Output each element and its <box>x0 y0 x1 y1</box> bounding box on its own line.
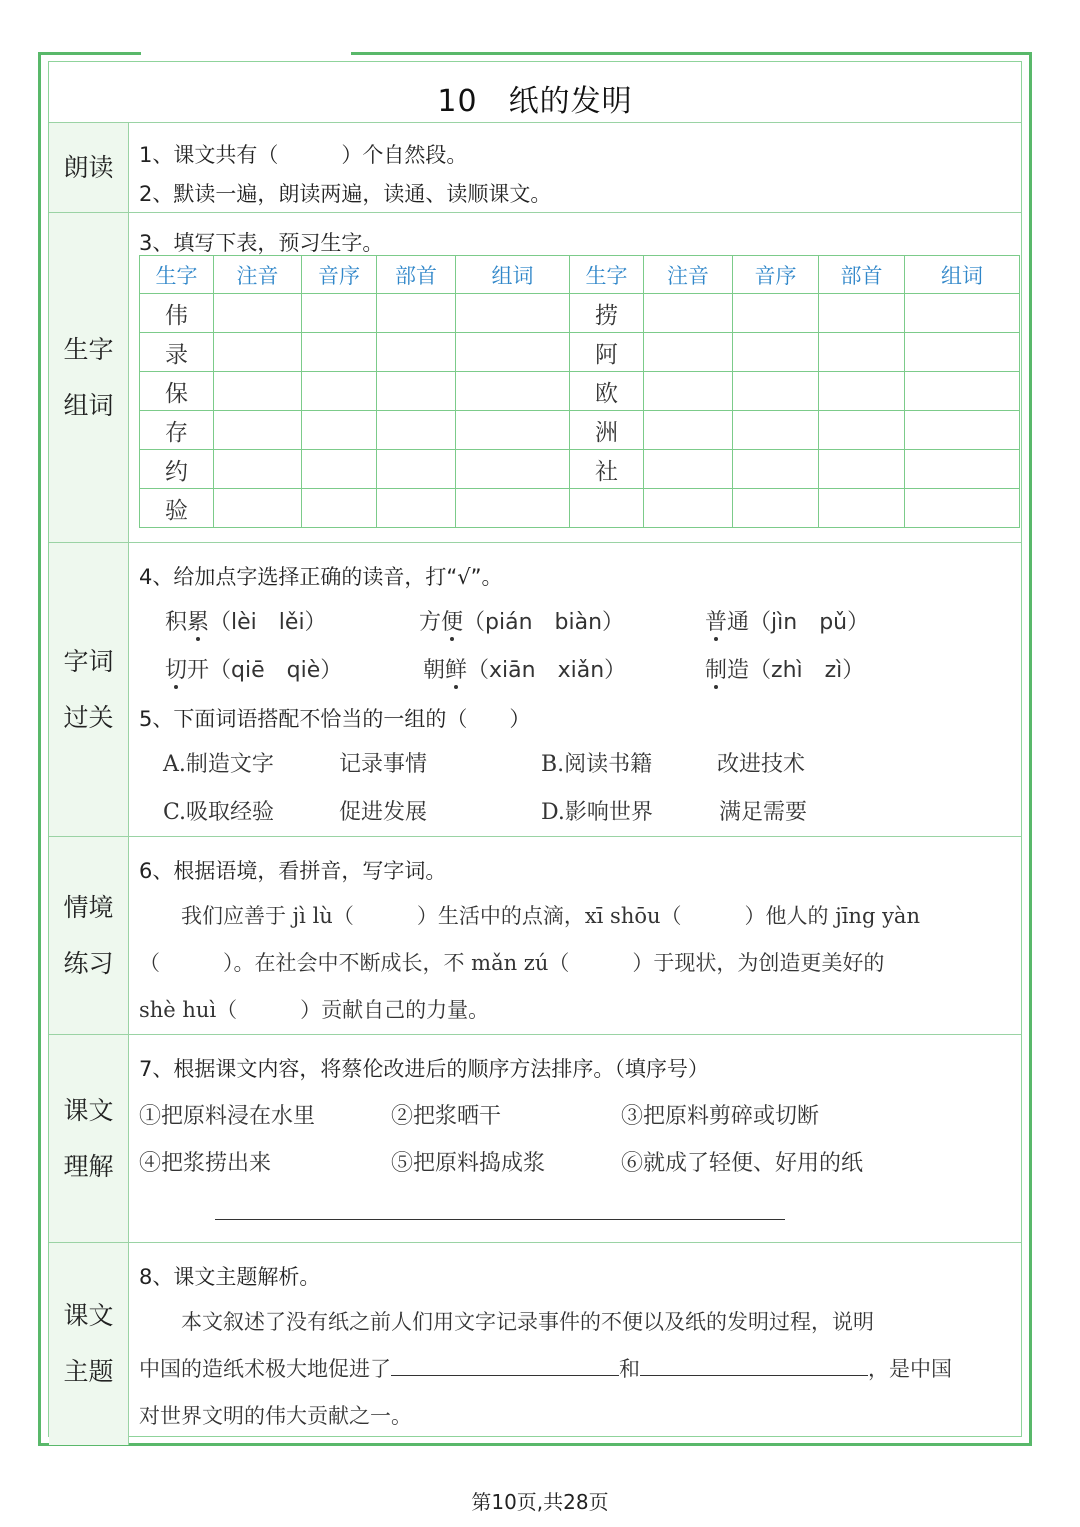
theme-text: 和 <box>619 1357 640 1381</box>
section-theme <box>49 1242 1021 1445</box>
char-cell: 录 <box>140 333 214 372</box>
section-label-theme <box>49 1243 129 1445</box>
char-cell: 伟 <box>140 294 214 333</box>
order-cell[interactable] <box>733 294 819 333</box>
question-5: 5、下面词语搭配不恰当的一组的（ ） <box>139 707 531 731</box>
option-a-pair: 记录事情 <box>339 752 428 777</box>
char-cell: 存 <box>140 411 214 450</box>
order-cell[interactable] <box>302 489 377 528</box>
pinyin-options[interactable]: （qiē qiè） <box>209 658 343 683</box>
radical-cell[interactable] <box>377 489 456 528</box>
header-cell: 音序 <box>733 256 819 294</box>
dotted-char: 制 <box>705 658 728 683</box>
order-cell[interactable] <box>302 450 377 489</box>
step-item: ④把浆捞出来 <box>139 1151 272 1176</box>
section-content-theme <box>139 1243 1015 1445</box>
pinyin-options[interactable]: （pián biàn） <box>463 610 625 635</box>
answer-blank-2[interactable] <box>640 1355 868 1376</box>
section-content-characters <box>139 213 1015 543</box>
question-3: 3、填写下表，预习生字。 <box>139 231 384 255</box>
order-cell[interactable] <box>302 333 377 372</box>
header-cell: 注音 <box>214 256 302 294</box>
header-cell: 组词 <box>905 256 1020 294</box>
order-cell[interactable] <box>733 489 819 528</box>
step-item: ⑤把原料捣成浆 <box>391 1151 546 1176</box>
label-line: 生字 <box>63 335 114 364</box>
char-cell: 捞 <box>570 294 644 333</box>
label-line: 课文 <box>63 1096 114 1125</box>
header-cell: 生字 <box>140 256 214 294</box>
step-item: ①把原料浸在水里 <box>139 1104 316 1129</box>
radical-cell[interactable] <box>819 489 905 528</box>
dotted-char: 便 <box>441 610 464 635</box>
char-cell: 洲 <box>570 411 644 450</box>
section-reading <box>49 122 1021 213</box>
label-line: 组词 <box>63 391 114 420</box>
section-content-words <box>139 543 1015 837</box>
pinyin-cell[interactable] <box>214 489 302 528</box>
pinyin-options[interactable]: （jìn pǔ） <box>749 610 870 635</box>
word-char: 开 <box>187 658 210 683</box>
page-footer: 第10页,共28页 <box>471 1490 609 1514</box>
theme-text: 中国的造纸术极大地促进了 <box>139 1357 391 1381</box>
word-char: 方 <box>419 610 442 635</box>
step-item: ③把原料剪碎或切断 <box>621 1104 820 1129</box>
radical-cell[interactable] <box>819 294 905 333</box>
word-cell[interactable] <box>456 294 570 333</box>
question-8: 8、课文主题解析。 <box>139 1265 321 1289</box>
word-cell[interactable] <box>905 372 1020 411</box>
pinyin-item <box>419 605 624 636</box>
section-label-characters <box>49 213 129 543</box>
label-line: 情境 <box>63 893 114 922</box>
pinyin-item <box>705 605 869 636</box>
table-row <box>140 333 1020 372</box>
section-label-context <box>49 837 129 1035</box>
header-cell: 音序 <box>302 256 377 294</box>
char-cell: 阿 <box>570 333 644 372</box>
char-cell: 验 <box>140 489 214 528</box>
theme-line-2 <box>139 1353 952 1383</box>
word-cell[interactable] <box>905 411 1020 450</box>
label-line: 朗读 <box>63 153 114 182</box>
option-a[interactable]: A.制造文字 <box>163 752 274 777</box>
radical-cell[interactable] <box>377 411 456 450</box>
question-7: 7、根据课文内容，将蔡伦改进后的顺序方法排序。（填序号） <box>139 1057 709 1081</box>
radical-cell[interactable] <box>377 372 456 411</box>
word-cell[interactable] <box>905 294 1020 333</box>
order-cell[interactable] <box>733 450 819 489</box>
frame-inner <box>48 61 1022 1437</box>
answer-blank-1[interactable] <box>391 1355 619 1376</box>
context-line-3: shè huì（ ）贡献自己的力量。 <box>139 998 490 1022</box>
pinyin-options[interactable]: （zhì zì） <box>749 658 865 683</box>
radical-cell[interactable] <box>819 333 905 372</box>
label-line: 练习 <box>63 949 114 978</box>
char-cell: 保 <box>140 372 214 411</box>
header-cell: 生字 <box>570 256 644 294</box>
word-char: 积 <box>165 610 188 635</box>
label-line: 主题 <box>63 1357 114 1386</box>
section-words <box>49 542 1021 837</box>
option-b[interactable]: B.阅读书籍 <box>541 752 653 777</box>
pinyin-cell[interactable] <box>644 294 733 333</box>
char-cell: 社 <box>570 450 644 489</box>
table-row <box>140 489 1020 528</box>
theme-text: ，是中国 <box>868 1357 952 1381</box>
theme-line-1: 本文叙述了没有纸之前人们用文字记录事件的不便以及纸的发明过程，说明 <box>139 1310 874 1334</box>
dotted-char: 切 <box>165 658 188 683</box>
option-c[interactable]: C.吸取经验 <box>163 800 275 825</box>
question-2: 2、默读一遍，朗读两遍，读通、读顺课文。 <box>139 182 552 206</box>
order-cell[interactable] <box>302 372 377 411</box>
label-line: 课文 <box>63 1301 114 1330</box>
question-4: 4、给加点字选择正确的读音，打“√”。 <box>139 565 503 589</box>
pinyin-item <box>423 653 626 684</box>
section-content-understanding <box>139 1035 1015 1243</box>
order-cell[interactable] <box>302 411 377 450</box>
table-row <box>140 450 1020 489</box>
question-1: 1、课文共有（ ）个自然段。 <box>139 143 468 167</box>
pinyin-item <box>165 605 327 636</box>
section-label-reading <box>49 123 129 213</box>
option-d-pair: 满足需要 <box>719 800 808 825</box>
radical-cell[interactable] <box>819 372 905 411</box>
section-label-words <box>49 543 129 837</box>
option-b-pair: 改进技术 <box>717 752 806 777</box>
pinyin-cell[interactable] <box>214 333 302 372</box>
char-cell: 欧 <box>570 372 644 411</box>
pinyin-options[interactable]: （lèi lěi） <box>209 610 327 635</box>
option-d[interactable]: D.影响世界 <box>541 800 653 825</box>
label-line: 字词 <box>63 647 114 676</box>
question-6: 6、根据语境，看拼音，写字词。 <box>139 859 447 883</box>
word-cell[interactable] <box>456 411 570 450</box>
radical-cell[interactable] <box>819 411 905 450</box>
context-line-1: 我们应善于 jì lù（ ）生活中的点滴，xī shōu（ ）他人的 jīng yàn <box>139 904 920 928</box>
label-line: 理解 <box>63 1152 114 1181</box>
section-label-understanding <box>49 1035 129 1243</box>
dotted-char: 普 <box>705 610 728 635</box>
context-line-2: （ ）。在社会中不断成长，不 mǎn zú（ ）于现状，为创造更美好的 <box>139 951 885 975</box>
word-cell[interactable] <box>456 489 570 528</box>
option-c-pair: 促进发展 <box>339 800 428 825</box>
page-title: 10 纸的发明 <box>437 84 633 119</box>
header-cell: 注音 <box>644 256 733 294</box>
pinyin-cell[interactable] <box>644 489 733 528</box>
order-cell[interactable] <box>733 372 819 411</box>
word-char: 朝 <box>423 658 446 683</box>
pinyin-cell[interactable] <box>644 333 733 372</box>
radical-cell[interactable] <box>819 450 905 489</box>
answer-line[interactable] <box>215 1219 785 1220</box>
word-cell[interactable] <box>456 450 570 489</box>
table-row <box>140 372 1020 411</box>
header-cell: 部首 <box>819 256 905 294</box>
radical-cell[interactable] <box>377 294 456 333</box>
radical-cell[interactable] <box>377 450 456 489</box>
section-understanding <box>49 1034 1021 1243</box>
pinyin-cell[interactable] <box>214 411 302 450</box>
word-cell[interactable] <box>456 333 570 372</box>
section-context <box>49 836 1021 1035</box>
section-characters <box>49 212 1021 543</box>
label-line: 过关 <box>63 703 114 732</box>
order-cell[interactable] <box>733 333 819 372</box>
char-cell <box>570 489 644 528</box>
character-table <box>139 255 1020 528</box>
table-row <box>140 411 1020 450</box>
pinyin-cell[interactable] <box>214 294 302 333</box>
table-row <box>140 294 1020 333</box>
worksheet-frame <box>38 52 1032 1446</box>
pinyin-item <box>165 653 342 684</box>
header-cell: 部首 <box>377 256 456 294</box>
word-cell[interactable] <box>905 489 1020 528</box>
pinyin-cell[interactable] <box>644 372 733 411</box>
word-char: 通 <box>727 610 750 635</box>
section-content-reading <box>139 123 1015 213</box>
order-cell[interactable] <box>733 411 819 450</box>
order-cell[interactable] <box>302 294 377 333</box>
step-item: ②把浆晒干 <box>391 1104 502 1129</box>
pinyin-options[interactable]: （xiān xiǎn） <box>467 658 627 683</box>
theme-line-3: 对世界文明的伟大贡献之一。 <box>139 1404 412 1428</box>
pinyin-cell[interactable] <box>644 411 733 450</box>
step-item: ⑥就成了轻便、好用的纸 <box>621 1151 864 1176</box>
radical-cell[interactable] <box>377 333 456 372</box>
word-cell[interactable] <box>456 372 570 411</box>
pinyin-item <box>705 653 864 684</box>
pinyin-cell[interactable] <box>214 450 302 489</box>
dotted-char: 鲜 <box>445 658 468 683</box>
char-cell: 约 <box>140 450 214 489</box>
word-cell[interactable] <box>905 333 1020 372</box>
word-char: 造 <box>727 658 750 683</box>
word-cell[interactable] <box>905 450 1020 489</box>
section-content-context <box>139 837 1015 1035</box>
pinyin-cell[interactable] <box>214 372 302 411</box>
dotted-char: 累 <box>187 610 210 635</box>
pinyin-cell[interactable] <box>644 450 733 489</box>
header-cell: 组词 <box>456 256 570 294</box>
table-header-row <box>140 256 1020 294</box>
frame-top-gap <box>141 49 351 58</box>
